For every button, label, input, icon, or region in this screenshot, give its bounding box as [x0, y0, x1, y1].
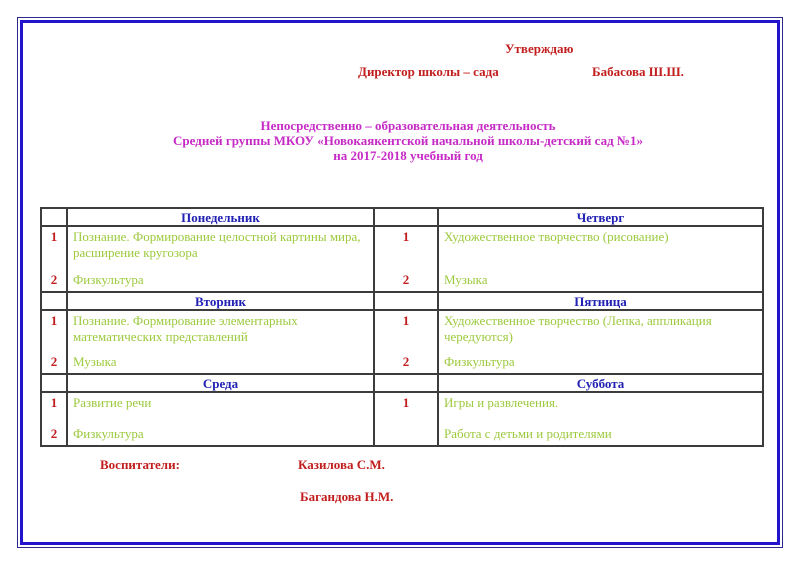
number-column-tuesday	[41, 310, 67, 374]
day-header-friday: Пятница	[438, 292, 763, 310]
lesson-number: 1	[50, 395, 58, 410]
empty-cell	[374, 208, 438, 226]
empty-cell	[41, 374, 67, 392]
day-header-tuesday: Вторник	[67, 292, 374, 310]
lesson-number: 1	[402, 313, 410, 328]
day-header-monday: Понедельник	[67, 208, 374, 226]
day-header-row	[41, 374, 763, 392]
activities-tuesday	[67, 310, 374, 374]
lesson-number: 2	[402, 272, 410, 287]
number-column-friday	[374, 310, 438, 374]
director-name: Бабасова Ш.Ш.	[592, 64, 684, 79]
activity-tuesday-1: Познание. Формирование элементарных математических представлений	[73, 313, 298, 344]
empty-cell	[41, 292, 67, 310]
day-header-row	[41, 292, 763, 310]
lesson-number: 2	[50, 354, 58, 369]
activities-monday	[67, 226, 374, 292]
teacher-name-2: Багандова Н.М.	[300, 489, 394, 504]
empty-cell	[374, 292, 438, 310]
day-header-row	[41, 208, 763, 226]
activity-wednesday-2: Физкультура	[73, 426, 144, 441]
lesson-number: 2	[50, 426, 58, 441]
number-column-thursday	[374, 226, 438, 292]
lesson-number: 1	[402, 229, 410, 244]
activity-wednesday-1: Развитие речи	[73, 395, 152, 410]
lesson-number: 1	[402, 395, 410, 410]
activity-friday-1: Художественное творчество (Лепка, аппликация чередуются)	[444, 313, 712, 344]
director-label: Директор школы – сада	[358, 64, 499, 79]
day-header-saturday: Суббота	[438, 374, 763, 392]
day-header-wednesday: Среда	[67, 374, 374, 392]
title-line-2: Средней группы МКОУ «Новокаякентской начальной школы-детский сад №1»	[173, 133, 643, 148]
activities-wednesday	[67, 392, 374, 446]
schedule-table	[40, 207, 764, 447]
activities-saturday	[438, 392, 763, 446]
activity-tuesday-2: Музыка	[73, 354, 117, 369]
empty-cell	[374, 374, 438, 392]
content-row	[41, 310, 763, 374]
lesson-number: 2	[50, 272, 58, 287]
day-header-thursday: Четверг	[438, 208, 763, 226]
activity-thursday-1: Художественное творчество (рисование)	[444, 229, 669, 244]
activity-monday-1: Познание. Формирование целостной картины мира, расширение кругозора	[73, 229, 361, 260]
lesson-number: 2	[402, 354, 410, 369]
content-row	[41, 226, 763, 292]
activities-friday	[438, 310, 763, 374]
activity-thursday-2: Музыка	[444, 272, 488, 287]
lesson-number: 1	[50, 313, 58, 328]
activity-friday-2: Физкультура	[444, 354, 515, 369]
document-title	[16, 118, 800, 163]
teacher-name-1: Казилова С.М.	[298, 457, 385, 472]
activity-saturday-1: Игры и развлечения.	[444, 395, 559, 410]
content-row	[41, 392, 763, 446]
lesson-number: 1	[50, 229, 58, 244]
caretakers-label: Воспитатели:	[100, 457, 180, 472]
activity-saturday-2: Работа с детьми и родителями	[444, 426, 612, 441]
number-column-saturday	[374, 392, 438, 446]
empty-cell	[41, 208, 67, 226]
approval-stamp: Утверждаю	[505, 41, 574, 56]
activities-thursday	[438, 226, 763, 292]
title-line-3: на 2017-2018 учебный год	[333, 148, 483, 163]
number-column-wednesday	[41, 392, 67, 446]
title-line-1: Непосредственно – образовательная деятельность	[260, 118, 556, 133]
number-column-monday	[41, 226, 67, 292]
activity-monday-2: Физкультура	[73, 272, 144, 287]
